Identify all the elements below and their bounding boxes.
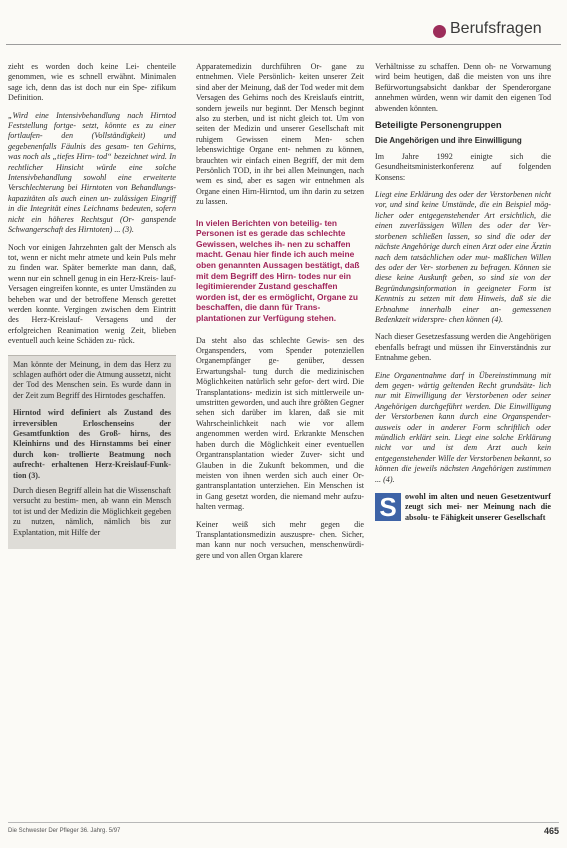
footer-rule <box>8 822 559 823</box>
section-marker-dot <box>433 25 446 38</box>
paragraph: owohl im alten und neuen Gesetzentwurf zeugt sich mei- ner Meinung nach die absolu- te Fähigkeit unserer Gesellschaft <box>405 492 551 522</box>
column-3 <box>375 62 551 530</box>
quotation: Liegt eine Erklärung des oder der Verstorbenen nicht vor, und sind keine Umstände, die ein Beispiel mög- licher oder entgegenstehender Art ersichtlich, die einen zuverlässigen Willen des oder der Ver- storbenen schließen lassen, so sind die oder der nächste Angehörige durch einen Arzt oder eine Ärztin nach dem tatsächlichen oder mut- maßlichen Willen des oder der Ver- storbenen zu befragen. Können sie diese keine Auskunft geben, so sind sie von der Begründungsinformation in geeigneter Form ist Kenntnis zu setzen mit dem Hinweis, daß sie die Erbnahme innerhalb einer an- gemessenen Bedenkzeit widerspre- chen können (4). <box>375 190 551 324</box>
section-heading: Beteiligte Personengruppen <box>375 120 502 132</box>
paragraph: Man könnte der Meinung, in dem das Herz zu schlagen aufhört oder die Atmung aussetzt, nicht der Tod des Menschen sein. Es wurde dann in der Zeit zum Begriff des Hirntodes geschaffen. <box>13 359 172 400</box>
quotation: „Wird eine Intensivbehandlung nach Hirntod Feststellung fortge- setzt, könnte es zu einer fortlaufen- den (Vollständigkeit) und gegebenenfalls Fäulnis des gesam- ten Gehirns, was noch als „tiefes Hirn- tod“ bezeichnet wird. In rechtlicher Hinsicht würde eine solche Intensivbehandlung sowohl eine erweiterte Verschlechterung bei Hirntoten von Behandlungs- kapazitäten als auch einen un- zulässigen Eingriff in die Integrität eines Leichnams bedeuten, sofern nicht ein höheres Rechtsgut (Or- ganspende Schwangerschaft des Hirntoten) ... (3). <box>8 110 176 235</box>
quotation: Eine Organentnahme darf in Übereinstimmung mit dem gegen- wärtig geltenden Recht grundsätz- lich nur mit Einwilligung der Verstorbenen oder seiner Angehörigen durchgeführt werden. Die Einwilligung der Verstorbenen kann durch eine Organspender- ausweis oder in anderer Form schriftlich oder mündlich erklärt sein. Liegt eine solche Erklärung nicht vor und ist dem Arzt auch kein entgegenstehender Wille der Verstorbenen bekannt, so können die jeweils nächsten Angehörigen zustimmen ... (4). <box>375 370 551 484</box>
column-2 <box>196 62 364 568</box>
column-1 <box>8 62 176 555</box>
paragraph: Da steht also das schlechte Gewis- sen des Organspenders, vom Spender potenziellen Organempfänger ge- genüber, dessen Erwartungshal- tung durch die medizinischen Möglichkeiten natürlich sehr gefor- dert wird. Die Transplantations- medizin ist sich mittlerweile un- umstritten geworden, und auch ihre größten Gegner sehen sich darüber im klaren, daß sie mit Wahrscheinlichkeit nach wie vor allem angenommen werden wird. Erkrankte Menschen haben durch die Möglichkeit einer eventuellen Organtransplantation wieder Zuver- sicht und Glauben in die Zukunft bekommen, und die meisten von ihnen werden sich auch einer Or- gantransplantation unterziehen. Ein Menschen ist in Gang gesetzt worden, die niemand mehr aufzu- halten vermag. <box>196 335 364 512</box>
paragraph: Nach dieser Gesetzesfassung werden die Angehörigen ebenfalls befragt und müssen ihr Einverständnis zur Entnahme geben. <box>375 332 551 363</box>
header-rule <box>6 44 561 45</box>
definition-text: Hirntod wird definiert als Zustand des irreversiblen Erloschenseins der Gesamtfunktion des Groß- hirns, des Kleinhirns und des Hirnstamms bei einer durch kon- trollierte Beatmung noch aufrecht- erhaltenen Herz-Kreislauf-Funk- tion (3). <box>13 408 171 480</box>
section-title: Berufsfragen <box>450 20 542 37</box>
page-footer <box>8 826 559 838</box>
magazine-credit: Die Schwester Der Pfleger 36. Jahrg. 5/97 <box>8 828 121 834</box>
subsection-heading: Die Angehörigen und ihre Einwilligung <box>375 136 522 146</box>
pull-quote: In vielen Berichten von beteilig- ten Personen ist es gerade das schlechte Gewissen, welches ih- nen zu schaffen macht. Genau hier finde ich auch meine oben genannten Aussagen bestätigt, daß mit dem Begriff des Hirn- todes nur ein legitimierender Zustand geschaffen worden ist, der es ermöglicht, Organe zu beschaffen, die dann für Trans- plantationen zur Verfügung stehen. <box>196 217 360 324</box>
paragraph: Apparatemedizin durchführen Or- gane zu entnehmen. Viele Persönlich- keiten unserer Zeit sind aber der Meinung, daß der Tod weder mit dem Versagen des Gehirns noch des Kreislaufs eintritt, sondern jeweils nur beginnt. Der Mensch beginnt also zu sterben, und ist nicht gleich tot. Um von seiten der Medizin und unserer Gesellschaft mit ruhigem Gewissen einem Men- schen lebenswichtige Organe ent- nehmen zu können, brauchten wir einfach einen Begriff, der mit dem Persönlich TOD, in ihr bei allen Meinungen, nach wem es sind, aber es sagen wir entnehmen als Organe einen Hirn-Hirntod, um ihn darin zu setzen zu lassen. <box>196 62 364 207</box>
page-number: 465 <box>543 826 559 836</box>
dropcap: S <box>375 493 401 521</box>
paragraph: Verhältnisse zu schaffen. Denn oh- ne Vorwarnung wird beim heutigen, daß die meisten von uns ihre Befürwortungsabsicht dankbar der Spenderorgane annehmen würden, wenn wir damit den eigenen Tod abwenden könnten. <box>375 62 551 113</box>
definition-box <box>8 355 176 550</box>
paragraph: Noch vor einigen Jahrzehnten galt der Mensch als tot, wenn er nicht mehr atmete und kein Puls mehr zu finden war. Später bemerkte man dann, daß, wenn nur ein schnell genug in ein Herz-Kreis- lauf-Versagen eingreifen konnte, es unter Umständen zu beheben war und der betroffene Mensch gerettet werden konnte. Vergingen zwischen dem Eintritt des Herz-Kreislauf- Versagens und der erfolgreichen Reanimation wenig Zeit, blieben eventuell auch keine Schäden zu- rück. <box>8 242 176 346</box>
paragraph: zieht es worden doch keine Lei- chenteile genommen, wie es schnell erwähnt. Minimalen sage ich, denn das ist doch nur ein Spe- zifikum Definition. <box>8 62 176 103</box>
paragraph: Durch diesen Begriff allein hat die Wissenschaft versucht zu bestim- men, ab wann ein Mensch tot ist und der Medizin die Möglichkeit gegeben zu nutzen, nämlich, nämlich bis zur Explantation, mit Hilfe der <box>13 486 171 537</box>
paragraph: Keiner weiß sich mehr gegen die Transplantationsmedizin auszuspre- chen. Sicher, man kann nur noch versuchen, menschenwürdi- gere und von allen Organ klarere <box>196 519 364 560</box>
dropcap-paragraph <box>375 492 551 523</box>
paragraph: Im Jahre 1992 einigte sich die Gesundheitsministerkonferenz auf folgenden Konsens: <box>375 151 551 182</box>
page-header <box>0 0 567 48</box>
